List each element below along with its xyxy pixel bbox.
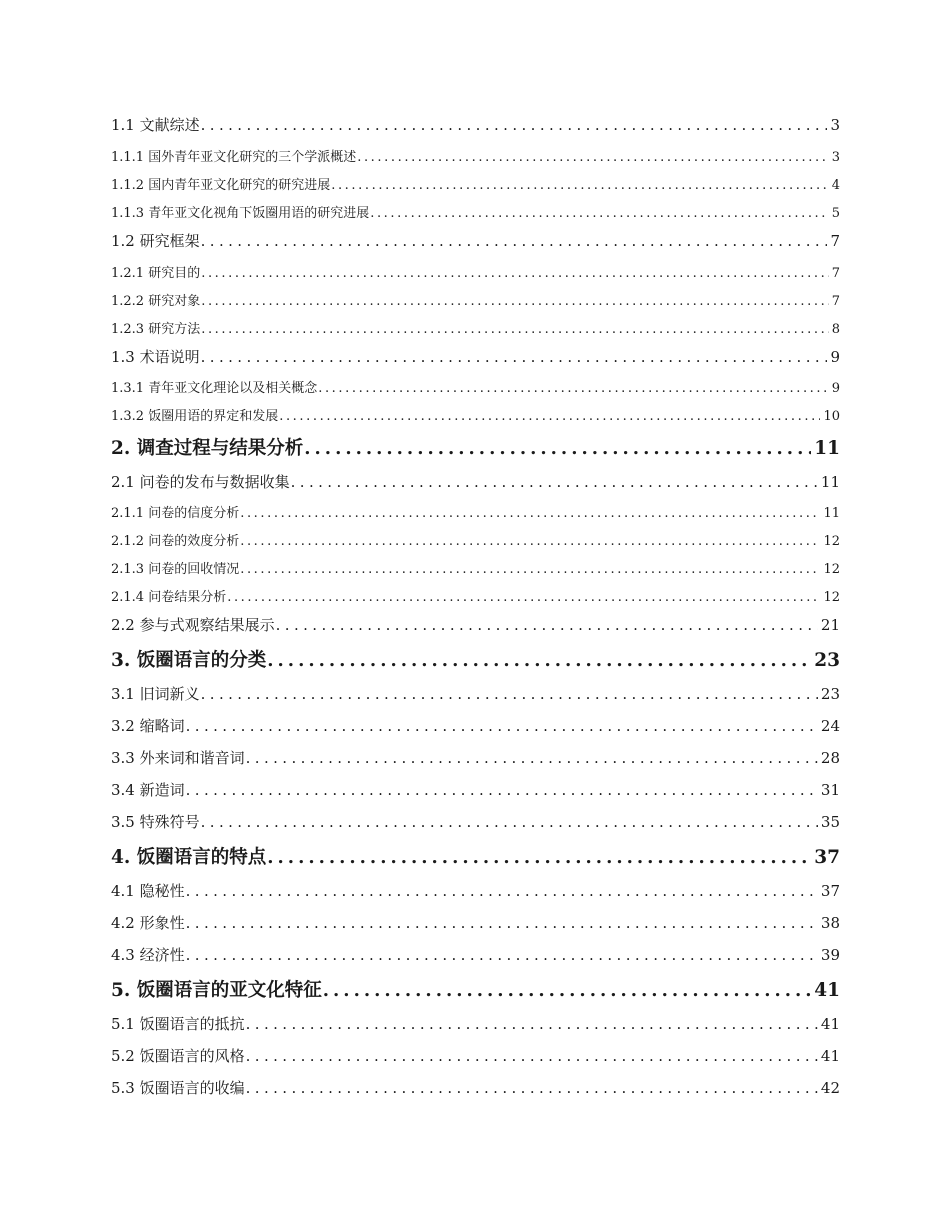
toc-entry-title: 2.1.1 问卷的信度分析 xyxy=(111,506,240,521)
toc-entry[interactable] xyxy=(111,1045,840,1066)
toc-entry-title: 2.1 问卷的发布与数据收集 xyxy=(111,473,290,491)
toc-entry-page: 8 xyxy=(831,322,840,337)
toc-entry[interactable] xyxy=(111,230,840,251)
dot-leader xyxy=(201,116,828,134)
toc-entry[interactable] xyxy=(111,202,840,221)
toc-entry-page: 9 xyxy=(831,381,840,396)
toc-entry-title: 1.3 术语说明 xyxy=(111,348,200,366)
toc-entry-title: 1.2.2 研究对象 xyxy=(111,294,201,309)
toc-entry-page: 9 xyxy=(830,348,840,366)
toc-entry-title: 1.1.3 青年亚文化视角下饭圈用语的研究进展 xyxy=(111,206,370,221)
toc-entry[interactable] xyxy=(111,715,840,736)
toc-entry-page: 11 xyxy=(820,473,840,491)
toc-entry-page: 21 xyxy=(820,616,840,634)
toc-entry-title: 1.1.1 国外青年亚文化研究的三个学派概述 xyxy=(111,150,357,165)
dot-leader xyxy=(186,781,818,799)
toc-entry-page: 37 xyxy=(820,882,840,900)
dot-leader xyxy=(201,266,829,281)
toc-entry-page: 7 xyxy=(831,294,840,309)
toc-entry[interactable] xyxy=(111,843,840,869)
toc-entry[interactable] xyxy=(111,976,840,1002)
dot-leader xyxy=(201,294,829,309)
dot-leader xyxy=(201,232,828,250)
toc-entry-title: 5.1 饭圈语言的抵抗 xyxy=(111,1015,245,1033)
toc-entry-title: 3.1 旧词新义 xyxy=(111,685,200,703)
toc-entry-page: 41 xyxy=(814,980,840,1001)
toc-entry[interactable] xyxy=(111,880,840,901)
dot-leader xyxy=(201,322,829,337)
dot-leader xyxy=(201,813,818,831)
dot-leader xyxy=(186,717,818,735)
toc-entry[interactable] xyxy=(111,146,840,165)
toc-entry-title: 3.4 新造词 xyxy=(111,781,185,799)
toc-entry-title: 3.2 缩略词 xyxy=(111,717,185,735)
toc-entry-page: 28 xyxy=(820,749,840,767)
toc-entry-title: 5.2 饭圈语言的风格 xyxy=(111,1047,245,1065)
toc-entry[interactable] xyxy=(111,747,840,768)
toc-entry-title: 4.1 隐秘性 xyxy=(111,882,185,900)
dot-leader xyxy=(331,178,829,193)
toc-entry-page: 12 xyxy=(823,562,840,577)
dot-leader xyxy=(323,980,811,1001)
toc-entry-title: 1.3.2 饭圈用语的界定和发展 xyxy=(111,409,279,424)
toc-entry-title: 5. 饭圈语言的亚文化特征 xyxy=(111,980,322,1001)
toc-entry-page: 7 xyxy=(830,232,840,250)
toc-entry-title: 2. 调查过程与结果分析 xyxy=(111,438,304,459)
toc-entry-title: 2.1.3 问卷的回收情况 xyxy=(111,562,240,577)
toc-entry-page: 31 xyxy=(820,781,840,799)
toc-entry[interactable] xyxy=(111,346,840,367)
toc-entry[interactable] xyxy=(111,558,840,577)
toc-entry-title: 1.1.2 国内青年亚文化研究的研究进展 xyxy=(111,178,331,193)
toc-entry-title: 3.3 外来词和谐音词 xyxy=(111,749,245,767)
toc-entry-page: 5 xyxy=(831,206,840,221)
toc-entry-title: 4.3 经济性 xyxy=(111,946,185,964)
dot-leader xyxy=(304,438,811,459)
dot-leader xyxy=(357,150,829,165)
dot-leader xyxy=(279,409,820,424)
toc-entry-page: 23 xyxy=(814,650,840,671)
toc-entry[interactable] xyxy=(111,405,840,424)
toc-entry-page: 41 xyxy=(820,1047,840,1065)
toc-entry-page: 23 xyxy=(820,685,840,703)
dot-leader xyxy=(267,847,811,868)
toc-entry-page: 12 xyxy=(823,534,840,549)
toc-entry-title: 5.3 饭圈语言的收编 xyxy=(111,1079,245,1097)
toc-entry[interactable] xyxy=(111,912,840,933)
dot-leader xyxy=(186,914,818,932)
toc-entry-title: 3. 饭圈语言的分类 xyxy=(111,650,267,671)
toc-entry[interactable] xyxy=(111,318,840,337)
toc-entry[interactable] xyxy=(111,683,840,704)
toc-entry[interactable] xyxy=(111,646,840,672)
dot-leader xyxy=(240,534,820,549)
dot-leader xyxy=(227,590,820,605)
dot-leader xyxy=(370,206,829,221)
toc-entry-title: 1.3.1 青年亚文化理论以及相关概念 xyxy=(111,381,318,396)
toc-entry-title: 1.1 文献综述 xyxy=(111,116,200,134)
toc-entry-page: 24 xyxy=(820,717,840,735)
toc-entry-page: 37 xyxy=(814,847,840,868)
toc-entry[interactable] xyxy=(111,174,840,193)
toc-entry[interactable] xyxy=(111,614,840,635)
toc-entry[interactable] xyxy=(111,944,840,965)
dot-leader xyxy=(246,749,818,767)
dot-leader xyxy=(201,685,818,703)
toc-entry-page: 4 xyxy=(831,178,840,193)
toc-entry[interactable] xyxy=(111,114,840,135)
toc-entry-title: 1.2 研究框架 xyxy=(111,232,200,250)
toc-entry-title: 2.1.4 问卷结果分析 xyxy=(111,590,227,605)
toc-entry[interactable] xyxy=(111,586,840,605)
toc-entry-page: 42 xyxy=(820,1079,840,1097)
toc-entry[interactable] xyxy=(111,434,840,460)
toc-entry-title: 1.2.1 研究目的 xyxy=(111,266,201,281)
toc-entry-page: 35 xyxy=(820,813,840,831)
dot-leader xyxy=(246,1015,818,1033)
toc-entry-title: 2.1.2 问卷的效度分析 xyxy=(111,534,240,549)
dot-leader xyxy=(186,946,818,964)
dot-leader xyxy=(201,348,828,366)
toc-entry[interactable] xyxy=(111,1077,840,1098)
dot-leader xyxy=(291,473,818,491)
toc-entry[interactable] xyxy=(111,471,840,492)
toc-entry-title: 2.2 参与式观察结果展示 xyxy=(111,616,275,634)
toc-entry[interactable] xyxy=(111,1013,840,1034)
toc-entry-page: 10 xyxy=(823,409,840,424)
toc-entry[interactable] xyxy=(111,290,840,309)
toc-entry[interactable] xyxy=(111,811,840,832)
toc-entry-page: 3 xyxy=(830,116,840,134)
toc-entry-title: 1.2.3 研究方法 xyxy=(111,322,201,337)
toc-entry-title: 3.5 特殊符号 xyxy=(111,813,200,831)
dot-leader xyxy=(276,616,818,634)
toc-entry-page: 7 xyxy=(831,266,840,281)
toc-entry-page: 11 xyxy=(814,438,840,459)
toc-entry-page: 12 xyxy=(823,590,840,605)
dot-leader xyxy=(240,506,820,521)
dot-leader xyxy=(186,882,818,900)
toc-entry[interactable] xyxy=(111,377,840,396)
dot-leader xyxy=(246,1079,818,1097)
toc-entry-page: 39 xyxy=(820,946,840,964)
toc-entry-page: 3 xyxy=(831,150,840,165)
toc-entry[interactable] xyxy=(111,502,840,521)
toc-entry-title: 4.2 形象性 xyxy=(111,914,185,932)
toc-entry[interactable] xyxy=(111,262,840,281)
toc-entry-title: 4. 饭圈语言的特点 xyxy=(111,847,267,868)
toc-entry[interactable] xyxy=(111,530,840,549)
dot-leader xyxy=(246,1047,818,1065)
toc-entry-page: 41 xyxy=(820,1015,840,1033)
toc-entry[interactable] xyxy=(111,779,840,800)
dot-leader xyxy=(318,381,829,396)
dot-leader xyxy=(267,650,811,671)
toc-entry-page: 11 xyxy=(823,506,840,521)
dot-leader xyxy=(240,562,820,577)
toc-entry-page: 38 xyxy=(820,914,840,932)
